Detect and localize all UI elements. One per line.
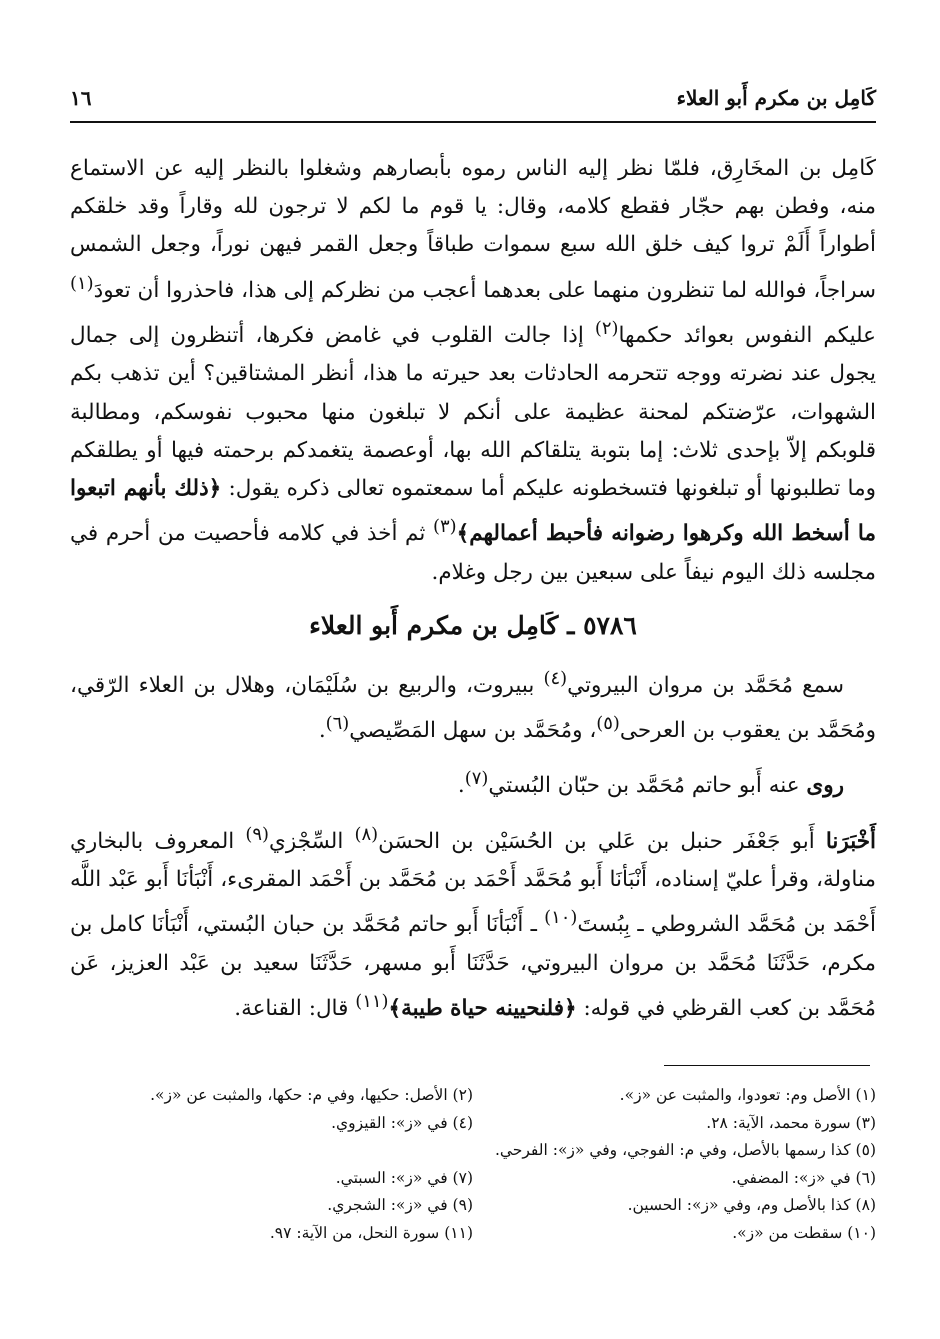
footnote: (٧) في «ز»: السبتي. xyxy=(335,1168,473,1187)
text-run: سمع مُحَمَّد بن مروان البيروتي xyxy=(567,672,844,698)
running-title: كَامِل بن مكرم أَبو العلاء xyxy=(676,86,876,110)
footnote-row xyxy=(70,1137,876,1165)
footnote: (٤) في «ز»: القيزوي. xyxy=(331,1113,473,1132)
header-rule xyxy=(70,121,876,123)
text-run: قال: القناعة. xyxy=(234,996,356,1022)
footnote-ref: (٥) xyxy=(596,713,620,735)
text-run: ، ومُحَمَّد بن سهل المَصِّيصي xyxy=(349,718,597,744)
text-run: ـ أَنْبَأنَا أَبو حاتم مُحَمَّد بن حبان البُستي، أَنْبَأنَا كامل بن مكرم، حَدَّثَنَا مُحَمَّد بن مروان البيروتي، حَدَّثَنَا أَبو مسهر، حَدَّثَنَا سعيد بن عَبْد العزيز، عَن مُحَمَّد بن كعب القرظي في قوله: xyxy=(70,912,876,1022)
footnote-row xyxy=(70,1082,876,1110)
footnote-ref: (٤) xyxy=(543,667,568,689)
footnote: (١١) سورة النحل، من الآية: ٩٧. xyxy=(269,1223,473,1242)
footnote-ref: (٧) xyxy=(464,768,489,790)
page-number: ١٦ xyxy=(70,86,92,110)
footnote: (٥) كذا رسمها بالأصل، وفي م: الفوجي، وفي «ز»: الفرحي. xyxy=(494,1141,876,1159)
lead-word: روى xyxy=(806,773,844,799)
lead-word: أَخْبَرَنا xyxy=(825,828,877,854)
footnote-row xyxy=(70,1165,876,1193)
page-header xyxy=(70,82,876,114)
footnotes xyxy=(70,1082,876,1247)
footnote: (١) الأصل وم: تعودوا، والمثبت عن «ز». xyxy=(619,1086,876,1104)
text-run: عنه أَبو حاتم مُحَمَّد بن حبّان البُستي xyxy=(488,773,807,799)
footnote-row xyxy=(70,1110,876,1138)
footnote: (٣) سورة محمد، الآية: ٢٨. xyxy=(706,1113,876,1132)
footnote-ref: (٩) xyxy=(245,823,270,845)
footnote: (٦) في «ز»: المضفي. xyxy=(731,1168,876,1187)
heard-from-paragraph xyxy=(70,660,876,751)
main-text xyxy=(70,150,876,1028)
isnad-paragraph xyxy=(70,816,876,1028)
text-run: السِّجْزي xyxy=(269,828,355,854)
text-run: عليكم النفوس بعوائد حكمها xyxy=(618,323,876,349)
text-run: إذا جالت القلوب في غامض فكرها، أتنظرون إلى جمال يجول عند نضرته ووجه تتحرمه الحادثات بعد حيرته ما هذا، أنظر المشتاقين؟ أين تذهب بكم الشهوات، عرّضتكم لمحنة عظيمة على أنكم لا تبلغون منها محبوب نفوسكم، ومطالبة قلوبكم إلاّ بإحدى ثلاث: إما بتوبة يتلقاكم الله بها، أوعصمة يتغمدكم برحمته فيها أو يطلقكم وما تطلبونها أو تبلغونها فتسخطونه عليكم أما سمعتموه تعالى ذكره يقول: xyxy=(70,323,876,501)
narrative-paragraph xyxy=(70,150,876,592)
text-run: . xyxy=(457,773,465,799)
footnote: (٨) كذا بالأصل وم، وفي «ز»: الحسين. xyxy=(627,1196,876,1214)
quran-quote: ﴿فلنحيينه حياة طيبة﴾ xyxy=(388,996,577,1022)
text-run: أَبو جَعْفَر حنبل بن عَلي بن الحُسَيْن بن الحسَن xyxy=(378,828,826,854)
narrated-by-paragraph xyxy=(70,760,876,805)
footnote: (٩) في «ز»: الشجري. xyxy=(327,1196,473,1214)
footnote-ref: (٣) xyxy=(432,516,457,538)
text-run: ثم أخذ في كلامه فأحصيت من أحرم في مجلسه ذلك اليوم نيفاً على سبعين بين رجل وغلام. xyxy=(70,521,876,585)
footnote-ref: (٨) xyxy=(354,823,379,845)
footnote-rule xyxy=(664,1065,870,1066)
footnote: (٢) الأصل: حكيها، وفي م: حكها، والمثبت عن «ز». xyxy=(150,1086,473,1104)
entry-title: ٥٧٨٦ ـ كَامِل بن مكرم أَبو العلاء xyxy=(309,610,637,640)
text-run: ببيروت، والربيع بن سُلَيْمَان، وهلال بن العلاء الرّقي، ومُحَمَّد بن يعقوب بن العرحى xyxy=(70,672,876,744)
footnote-ref: (١١) xyxy=(355,990,389,1012)
text-run: . xyxy=(318,718,326,744)
text-run: كَامِل بن المخَارِق، فلمّا نظر إليه الناس رموه بأبصارهم وشغلوا بالنظر إليه عن الاستماع منه، وفطن بهم حجّار فقطع كلامه، وقال: يا قوم ما لكم لا ترجون لله وقاراً وقد خلقكم أطواراً أَلَمْ تروا كيف خلق الله سبع سموات طباقاً وجعل القمر فيهن نوراً، وجعل الشمس سراجاً، فوالله لما تنظرون منهما على بعدهما أعجب من نظركم إلى هذا، فاحذروا أن تعودَ xyxy=(70,156,876,303)
footnote-ref: (١) xyxy=(70,272,94,294)
footnote-row xyxy=(70,1220,876,1248)
footnote-row xyxy=(70,1192,876,1220)
quran-quote: ﴿ذلك بأنهم اتبعوا ما أسخط الله وكرهوا رضوانه فأحبط أعمالهم﴾ xyxy=(70,475,877,547)
footnote: (١٠) سقطت من «ز». xyxy=(732,1223,876,1242)
footnote-ref: (٢) xyxy=(594,317,619,339)
footnote-ref: (٦) xyxy=(325,713,350,735)
text-run: المعروف بالبخاري مناولة، وقرأ عليّ إسناده، أَنْبَأنَا أَبو مُحَمَّد أَحْمَد بن مُحَمَّد بن أَحْمَد المقرىء، أَنْبَأنَا أَبو عَبْد اللَّه أَحْمَد بن مُحَمَّد الشروطي ـ بِبُستَ xyxy=(70,828,876,938)
footnote-ref: (١٠) xyxy=(544,907,578,929)
